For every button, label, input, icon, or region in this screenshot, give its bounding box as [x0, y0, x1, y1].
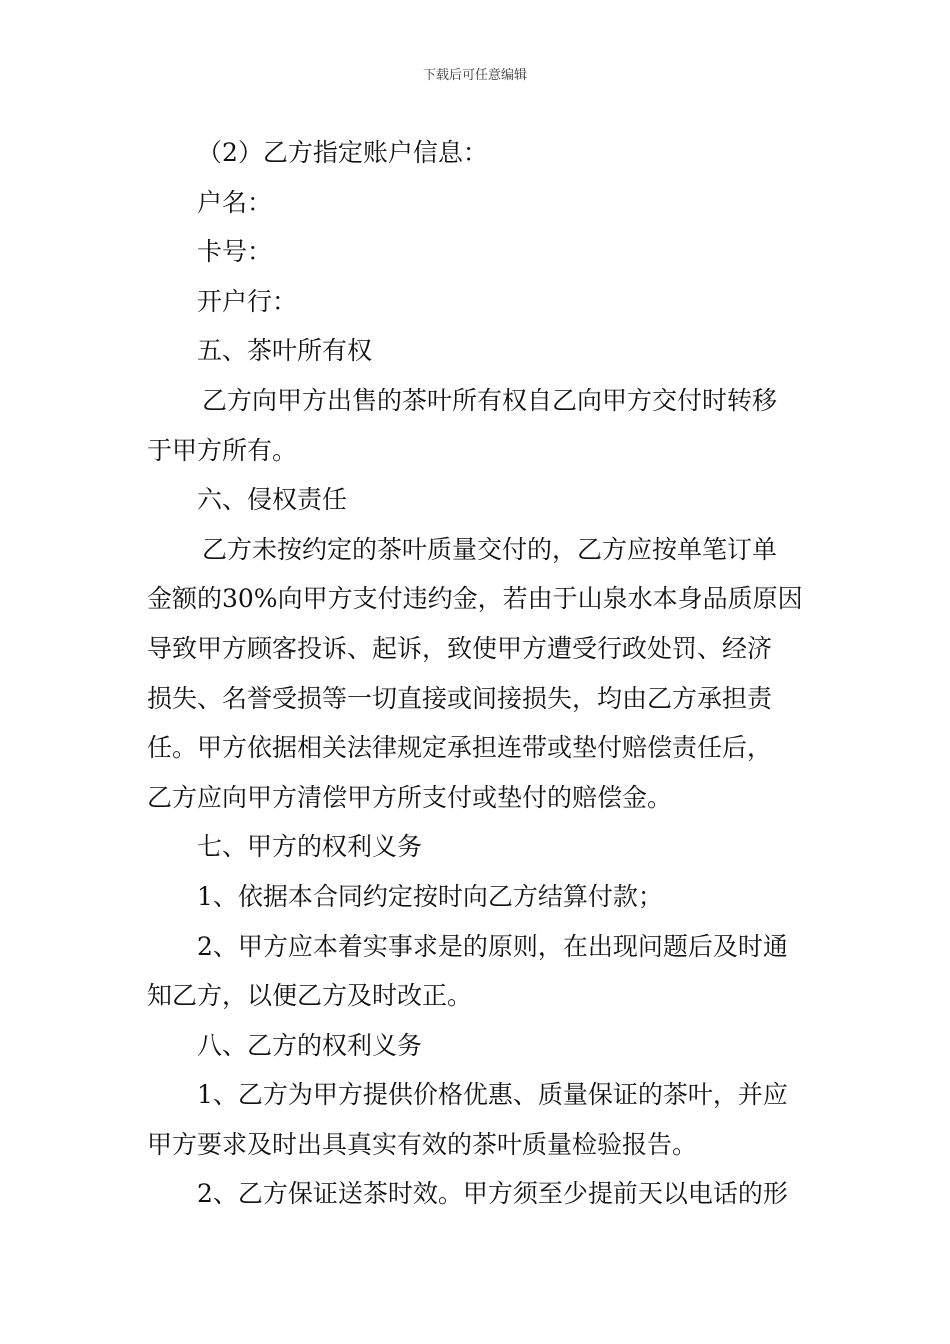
section-6-text-line: 乙方未按约定的茶叶质量交付的，乙方应按单笔订单: [202, 534, 778, 564]
section-6-heading: 六、侵权责任: [197, 485, 348, 515]
account-name-line: 户名：: [197, 187, 273, 217]
section-6-text-line: 损失、名誉受损等一切直接或间接损失，均由乙方承担责: [147, 683, 773, 713]
section-5-heading: 五、茶叶所有权: [197, 336, 373, 366]
section-7-item-2: 2、甲方应本着实事求是的原则，在出现问题后及时通: [197, 931, 788, 961]
section-7-item-2-cont: 知乙方，以便乙方及时改正。: [147, 981, 473, 1011]
section-6-text-line: 导致甲方顾客投诉、起诉，致使甲方遭受行政处罚、经济: [147, 633, 773, 663]
section-6-text-line: 乙方应向甲方清偿甲方所支付或垫付的赔偿金。: [147, 782, 673, 812]
section-5-text-line: 于甲方所有。: [147, 435, 298, 465]
account-info-heading: （2）乙方指定账户信息：: [197, 138, 488, 167]
section-6-text-line: 金额的30%向甲方支付违约金，若由于山泉水本身品质原因: [147, 584, 803, 614]
document-body: [147, 128, 807, 1219]
bank-line: 开户行：: [197, 286, 298, 316]
section-8-item-1-cont: 甲方要求及时出具真实有效的茶叶质量检验报告。: [147, 1129, 698, 1159]
page-header: 下载后可任意编辑: [422, 68, 527, 83]
section-7-heading: 七、甲方的权利义务: [197, 832, 423, 862]
section-6-text-line: 任。甲方依据相关法律规定承担连带或垫付赔偿责任后，: [147, 733, 773, 763]
section-5-text-line: 乙方向甲方出售的茶叶所有权自乙向甲方交付时转移: [202, 385, 778, 415]
section-7-item-1: 1、依据本合同约定按时向乙方结算付款；: [197, 881, 663, 911]
section-8-item-1: 1、乙方为甲方提供价格优惠、质量保证的茶叶，并应: [197, 1080, 788, 1110]
section-8-item-2: 2、乙方保证送茶时效。甲方须至少提前天以电话的形: [197, 1179, 788, 1209]
section-8-heading: 八、乙方的权利义务: [197, 1030, 423, 1060]
card-number-line: 卡号：: [197, 237, 273, 267]
